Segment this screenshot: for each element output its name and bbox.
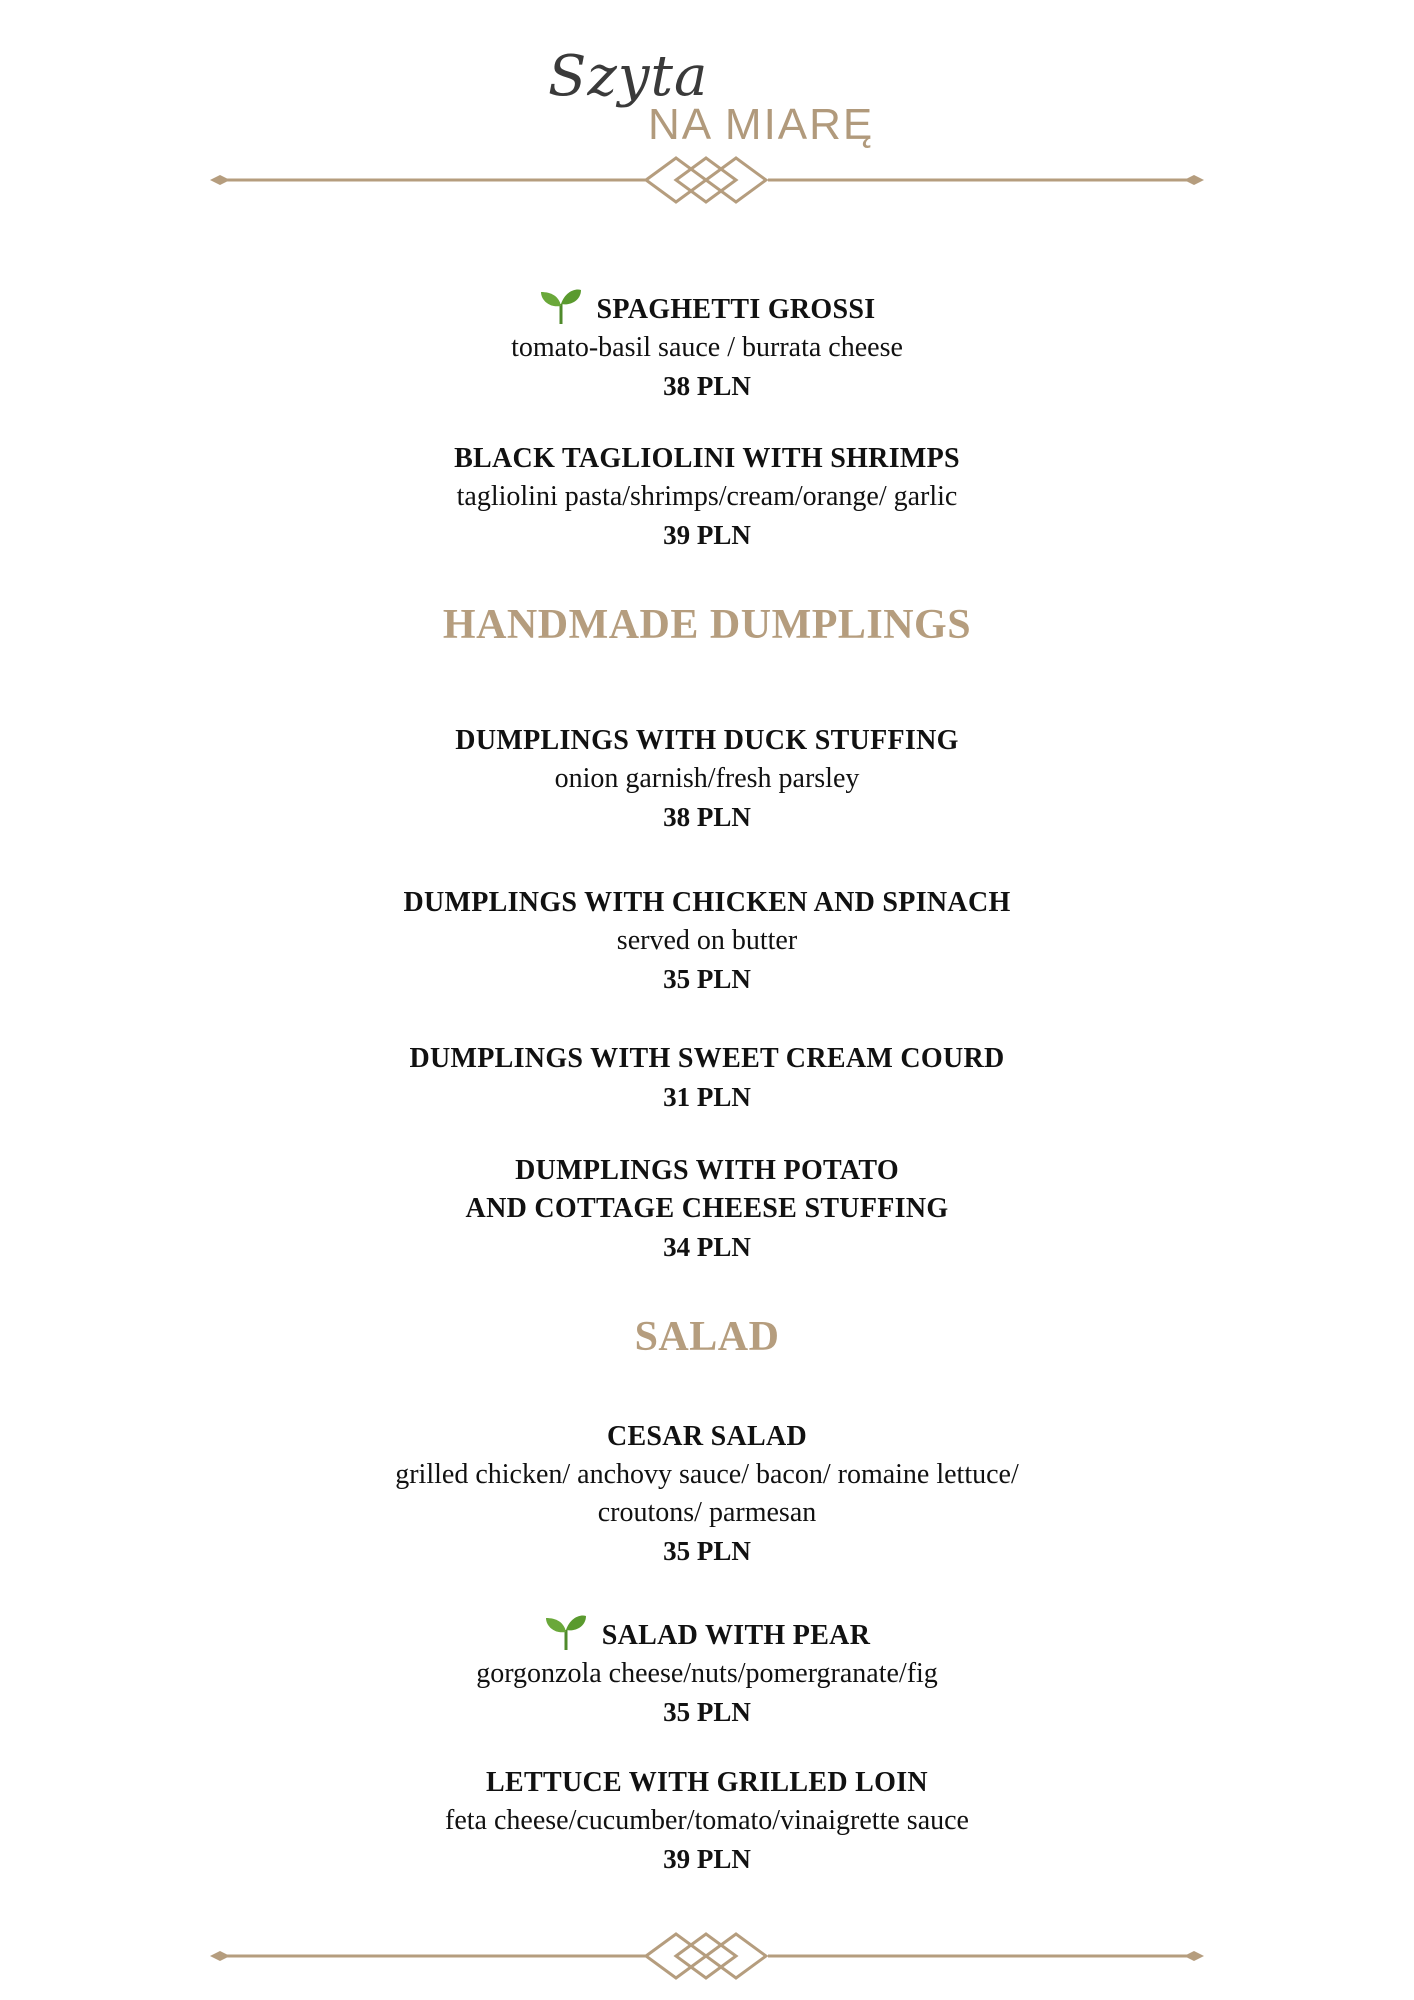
item-description: served on butter	[616, 925, 798, 956]
item-price: 35 PLN	[663, 1536, 751, 1566]
section-heading-dumplings: HANDMADE DUMPLINGS	[442, 602, 972, 648]
item-name: DUMPLINGS WITH DUCK STUFFING	[455, 725, 959, 756]
menu-item-spaghetti-grossi	[0, 288, 1414, 405]
item-name: SPAGHETTI GROSSI	[596, 294, 876, 325]
item-name: SALAD WITH PEAR	[601, 1620, 871, 1651]
sprout-icon	[544, 1614, 588, 1650]
section-heading-salad: SALAD	[634, 1314, 780, 1360]
item-name-line-2: AND COTTAGE CHEESE STUFFING	[465, 1193, 949, 1224]
item-price: 35 PLN	[663, 964, 751, 994]
item-description: onion garnish/fresh parsley	[554, 763, 860, 794]
ornament-divider-top	[210, 152, 1204, 208]
brand-logo	[540, 44, 880, 164]
item-name: DUMPLINGS WITH SWEET CREAM COURD	[409, 1043, 1005, 1074]
logo-caps-text: NA MIARĘ	[648, 100, 875, 149]
item-description: tagliolini pasta/shrimps/cream/orange/ garlic	[456, 481, 958, 512]
item-description-line-1: grilled chicken/ anchovy sauce/ bacon/ romaine lettuce/	[395, 1459, 1019, 1490]
menu-item-black-tagliolini	[0, 440, 1414, 554]
menu-item-salad-with-pear	[0, 1614, 1414, 1731]
logo-script-text: Szyta	[548, 44, 709, 109]
item-price: 38 PLN	[663, 802, 751, 832]
menu-item-chicken-spinach-dumplings	[0, 884, 1414, 998]
item-name: LETTUCE WITH GRILLED LOIN	[486, 1767, 928, 1798]
item-price: 38 PLN	[663, 371, 751, 401]
item-description: tomato-basil sauce / burrata cheese	[511, 332, 903, 363]
item-price: 34 PLN	[663, 1232, 751, 1262]
menu-item-potato-cheese-dumplings	[0, 1152, 1414, 1266]
item-price: 39 PLN	[663, 520, 751, 550]
sprout-icon	[539, 288, 583, 324]
item-price: 39 PLN	[663, 1844, 751, 1874]
item-name: DUMPLINGS WITH CHICKEN AND SPINACH	[403, 887, 1011, 918]
menu-item-cesar-salad	[0, 1418, 1414, 1570]
item-name: CESAR SALAD	[606, 1421, 808, 1452]
item-price: 35 PLN	[663, 1697, 751, 1727]
item-name-line-1: DUMPLINGS WITH POTATO	[515, 1155, 899, 1186]
menu-item-sweet-cream-dumplings	[0, 1040, 1414, 1116]
item-name: BLACK TAGLIOLINI WITH SHRIMPS	[454, 443, 960, 474]
menu-item-lettuce-grilled-loin	[0, 1764, 1414, 1878]
item-description: feta cheese/cucumber/tomato/vinaigrette sauce	[445, 1805, 969, 1836]
menu-item-duck-dumplings	[0, 722, 1414, 836]
item-description: gorgonzola cheese/nuts/pomergranate/fig	[476, 1658, 938, 1689]
item-price: 31 PLN	[663, 1082, 751, 1112]
item-description-line-2: croutons/ parmesan	[597, 1497, 817, 1528]
ornament-divider-bottom	[210, 1928, 1204, 1984]
